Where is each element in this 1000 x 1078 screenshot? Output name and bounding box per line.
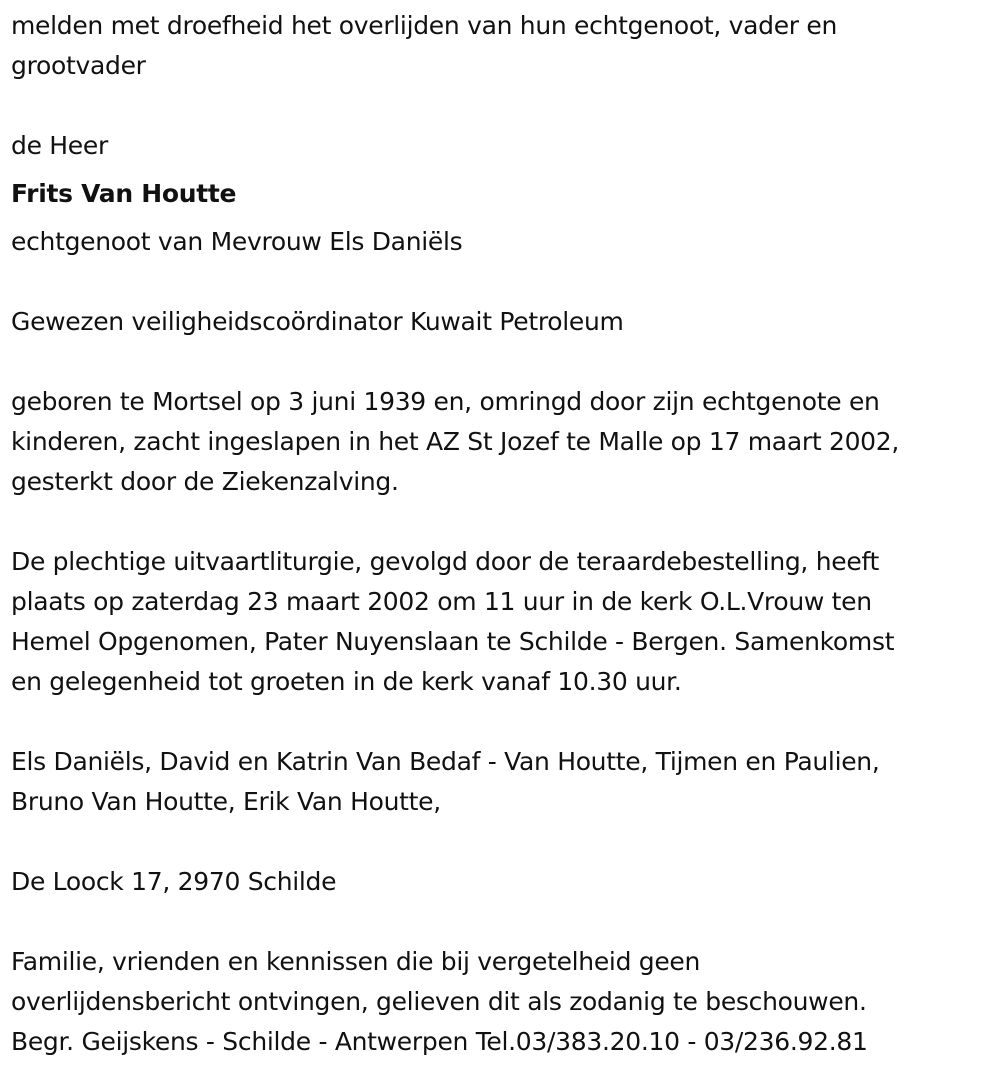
address-line: De Loock 17, 2970 Schilde — [11, 867, 337, 896]
birth-death-line-1: geboren te Mortsel op 3 juni 1939 en, omringd door zijn echtgenote en — [11, 387, 880, 416]
funeral-line-3: Hemel Opgenomen, Pater Nuyenslaan te Schilde - Bergen. Samenkomst — [11, 627, 895, 656]
salutation: de Heer — [11, 131, 108, 160]
birth-death-line-3: gesterkt door de Ziekenzalving. — [11, 467, 399, 496]
family-line-2: Bruno Van Houtte, Erik Van Houtte, — [11, 787, 441, 816]
intro-line-2: grootvader — [11, 51, 146, 80]
intro-line-1: melden met droefheid het overlijden van hun echtgenoot, vader en — [11, 11, 838, 40]
family-line-1: Els Daniëls, David en Katrin Van Bedaf - Van Houtte, Tijmen en Paulien, — [11, 747, 880, 776]
deceased-name: Frits Van Houtte — [11, 179, 237, 208]
funeral-line-1: De plechtige uitvaartliturgie, gevolgd door de teraardebestelling, heeft — [11, 547, 880, 576]
closing-line-3: Begr. Geijskens - Schilde - Antwerpen Tel.03/383.20.10 - 03/236.92.81 — [11, 1027, 868, 1056]
occupation-line: Gewezen veiligheidscoördinator Kuwait Petroleum — [11, 307, 624, 336]
spouse-line: echtgenoot van Mevrouw Els Daniëls — [11, 227, 463, 256]
closing-line-1: Familie, vrienden en kennissen die bij vergetelheid geen — [11, 947, 701, 976]
closing-line-2: overlijdensbericht ontvingen, gelieven dit als zodanig te beschouwen. — [11, 987, 867, 1016]
funeral-line-2: plaats op zaterdag 23 maart 2002 om 11 uur in de kerk O.L.Vrouw ten — [11, 587, 872, 616]
funeral-line-4: en gelegenheid tot groeten in de kerk vanaf 10.30 uur. — [11, 667, 682, 696]
birth-death-line-2: kinderen, zacht ingeslapen in het AZ St Jozef te Malle op 17 maart 2002, — [11, 427, 900, 456]
